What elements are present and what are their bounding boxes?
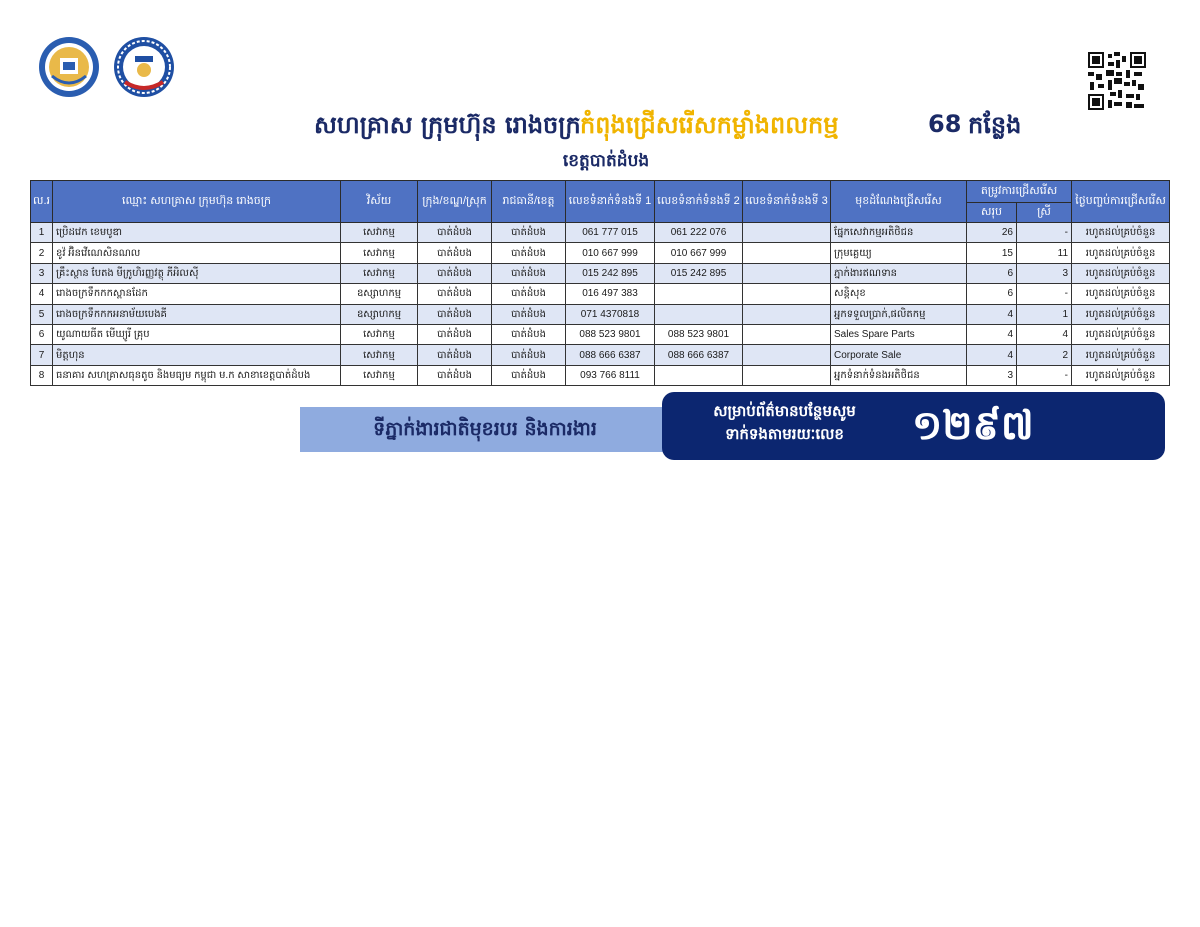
- cell-province: បាត់ដំបង: [492, 223, 566, 243]
- cell-phone3: [743, 365, 831, 385]
- cell-no: 5: [31, 304, 53, 324]
- cell-sector: សេវាកម្ម: [341, 345, 418, 365]
- cell-name: រោងចក្រទឹកកកស្ពានដែក: [53, 284, 341, 304]
- cell-total: 4: [967, 304, 1017, 324]
- header-position: មុខដំណែងជ្រើសរើស: [831, 181, 967, 223]
- cell-no: 8: [31, 365, 53, 385]
- cell-sector: សេវាកម្ម: [341, 263, 418, 283]
- cell-province: បាត់ដំបង: [492, 304, 566, 324]
- cell-female: 4: [1017, 324, 1072, 344]
- cell-sector: សេវាកម្ម: [341, 365, 418, 385]
- cell-phone3: [743, 284, 831, 304]
- cell-deadline: រហូតដល់គ្រប់ចំនួន: [1072, 263, 1170, 283]
- cell-female: -: [1017, 365, 1072, 385]
- ministry-seal-icon: [38, 36, 100, 98]
- cell-total: 4: [967, 324, 1017, 344]
- cell-phone1: 015 242 895: [566, 263, 655, 283]
- cell-phone3: [743, 304, 831, 324]
- vacancy-table: [30, 180, 1170, 386]
- cell-position: ក្រុមគ្លេយ្យ: [831, 243, 967, 263]
- cell-phone1: 061 777 015: [566, 223, 655, 243]
- cell-sector: សេវាកម្ម: [341, 243, 418, 263]
- cell-phone3: [743, 223, 831, 243]
- cell-female: -: [1017, 284, 1072, 304]
- cell-province: បាត់ដំបង: [492, 324, 566, 344]
- cell-deadline: រហូតដល់គ្រប់ចំនួន: [1072, 365, 1170, 385]
- cell-phone2: 015 242 895: [655, 263, 743, 283]
- table-row: [31, 324, 1170, 344]
- cell-no: 7: [31, 345, 53, 365]
- table-row: [31, 263, 1170, 283]
- cell-name: គ្រឹះស្ថាន បែតង មីក្រូហិរញ្ញវត្ថុ ភីអិលស៊ី: [53, 263, 341, 283]
- cell-phone2: [655, 284, 743, 304]
- qr-code-icon: [1088, 52, 1146, 110]
- header-phone3: លេខទំនាក់ទំនងទី 3: [743, 181, 831, 223]
- table-row: [31, 223, 1170, 243]
- cell-phone1: 093 766 8111: [566, 365, 655, 385]
- cell-deadline: រហូតដល់គ្រប់ចំនួន: [1072, 243, 1170, 263]
- cell-district: បាត់ដំបង: [418, 365, 492, 385]
- cell-province: បាត់ដំបង: [492, 243, 566, 263]
- cell-province: បាត់ដំបង: [492, 345, 566, 365]
- hotline-number[interactable]: ១២៩៧: [912, 403, 1034, 449]
- cell-phone2: 088 523 9801: [655, 324, 743, 344]
- vacancy-unit: កន្លែង: [968, 111, 1022, 139]
- cell-female: -: [1017, 223, 1072, 243]
- cell-total: 26: [967, 223, 1017, 243]
- cell-no: 6: [31, 324, 53, 344]
- cell-district: បាត់ដំបង: [418, 223, 492, 243]
- cell-name: ខូវ៉ អ៊ិនវើណេសិនណល: [53, 243, 341, 263]
- table-row: [31, 304, 1170, 324]
- cell-phone2: 061 222 076: [655, 223, 743, 243]
- cell-position: អ្នកទំនាក់ទំនងអតិថិជន: [831, 365, 967, 385]
- cell-phone1: 071 4370818: [566, 304, 655, 324]
- table-row: [31, 243, 1170, 263]
- cell-phone3: [743, 345, 831, 365]
- cell-position: Sales Spare Parts: [831, 324, 967, 344]
- training-institute-logo-icon: [113, 36, 175, 98]
- cell-no: 4: [31, 284, 53, 304]
- header-phone1: លេខទំនាក់ទំនងទី 1: [566, 181, 655, 223]
- cell-district: បាត់ដំបង: [418, 324, 492, 344]
- cell-female: 2: [1017, 345, 1072, 365]
- cell-name: រោងចក្រទឹកកកអនាម័យបេងគី: [53, 304, 341, 324]
- cell-district: បាត់ដំបង: [418, 304, 492, 324]
- table-row: [31, 345, 1170, 365]
- cell-phone2: [655, 304, 743, 324]
- cell-total: 3: [967, 365, 1017, 385]
- cell-total: 6: [967, 263, 1017, 283]
- cell-female: 3: [1017, 263, 1072, 283]
- cell-position: អ្នកទទួលប្រាក់,ផលិតកម្ម: [831, 304, 967, 324]
- header-district: ក្រុង/ខណ្ឌ/ស្រុក: [418, 181, 492, 223]
- table-row: [31, 365, 1170, 385]
- cell-total: 6: [967, 284, 1017, 304]
- cell-sector: សេវាកម្ម: [341, 324, 418, 344]
- cell-position: Corporate Sale: [831, 345, 967, 365]
- cell-phone1: 088 666 6387: [566, 345, 655, 365]
- cell-name: មិត្តហុន: [53, 345, 341, 365]
- cell-name: ធនាគារ សហគ្រាសធុនតូច និងមធ្យម កម្ពុជា ម.ក សាខាខេត្តបាត់ដំបង: [53, 365, 341, 385]
- cell-name: យូណាយធីត មើឃ្យូរី គ្រុប: [53, 324, 341, 344]
- header-demand: តម្រូវការជ្រើសរើស: [967, 181, 1072, 203]
- cell-district: បាត់ដំបង: [418, 284, 492, 304]
- cell-phone1: 010 667 999: [566, 243, 655, 263]
- cell-province: បាត់ដំបង: [492, 284, 566, 304]
- cell-sector: ឧស្សាហកម្ម: [341, 304, 418, 324]
- header-name: ឈ្មោះ សហគ្រាស ក្រុមហ៊ុន រោងចក្រ: [53, 181, 341, 223]
- vacancy-count: 68: [928, 110, 962, 138]
- cell-female: 1: [1017, 304, 1072, 324]
- cell-deadline: រហូតដល់គ្រប់ចំនួន: [1072, 345, 1170, 365]
- header-province: រាជធានី/ខេត្ត: [492, 181, 566, 223]
- cell-province: បាត់ដំបង: [492, 365, 566, 385]
- page-title: [0, 106, 1200, 146]
- cell-sector: សេវាកម្ម: [341, 223, 418, 243]
- province-subtitle: ខេត្តបាត់ដំបង: [562, 151, 650, 171]
- cell-no: 1: [31, 223, 53, 243]
- hotline-info-line1: សម្រាប់ព័ត៌មានបន្ថែមសូម: [713, 402, 856, 420]
- header-no: ល.រ: [31, 181, 53, 223]
- cell-phone1: 088 523 9801: [566, 324, 655, 344]
- cell-phone2: [655, 365, 743, 385]
- agency-band: [300, 407, 680, 452]
- cell-province: បាត់ដំបង: [492, 263, 566, 283]
- table-body: [31, 223, 1170, 386]
- hotline-callout: [662, 392, 1165, 460]
- cell-total: 4: [967, 345, 1017, 365]
- header-sector: វិស័យ: [341, 181, 418, 223]
- title-entity-label: សហគ្រាស ក្រុមហ៊ុន រោងចក្រ: [314, 111, 581, 139]
- cell-no: 3: [31, 263, 53, 283]
- cell-sector: ឧស្សាហកម្ម: [341, 284, 418, 304]
- table-header: [31, 181, 1170, 223]
- cell-district: បាត់ដំបង: [418, 345, 492, 365]
- cell-deadline: រហូតដល់គ្រប់ចំនួន: [1072, 324, 1170, 344]
- cell-district: បាត់ដំបង: [418, 243, 492, 263]
- header-total: សរុប: [967, 203, 1017, 223]
- cell-position: ផ្នែកសេវាកម្មអតិថិជន: [831, 223, 967, 243]
- agency-name: ទីភ្នាក់ងារជាតិមុខរបរ និងការងារ: [373, 418, 597, 440]
- cell-position: ភ្នាក់ងារឥណទាន: [831, 263, 967, 283]
- cell-district: បាត់ដំបង: [418, 263, 492, 283]
- cell-deadline: រហូតដល់គ្រប់ចំនួន: [1072, 304, 1170, 324]
- cell-female: 11: [1017, 243, 1072, 263]
- cell-phone3: [743, 263, 831, 283]
- cell-name: ប្រេិដវេក ខេមបូឌា: [53, 223, 341, 243]
- table-row: [31, 284, 1170, 304]
- title-recruiting-label: កំពុងជ្រើសរើសកម្លាំងពលកម្ម: [580, 111, 839, 139]
- cell-phone3: [743, 243, 831, 263]
- cell-phone2: 010 667 999: [655, 243, 743, 263]
- hotline-info-line2: ទាក់ទងតាមរយៈលេខ: [725, 425, 844, 443]
- header-phone2: លេខទំនាក់ទំនងទី 2: [655, 181, 743, 223]
- header-female: ស្រី: [1017, 203, 1072, 223]
- cell-phone3: [743, 324, 831, 344]
- cell-deadline: រហូតដល់គ្រប់ចំនួន: [1072, 223, 1170, 243]
- cell-no: 2: [31, 243, 53, 263]
- cell-total: 15: [967, 243, 1017, 263]
- cell-phone2: 088 666 6387: [655, 345, 743, 365]
- cell-phone1: 016 497 383: [566, 284, 655, 304]
- cell-deadline: រហូតដល់គ្រប់ចំនួន: [1072, 284, 1170, 304]
- cell-position: សន្តិសុខ: [831, 284, 967, 304]
- header-deadline: ថ្ងៃបញ្ចប់ការជ្រើសរើស: [1072, 181, 1170, 223]
